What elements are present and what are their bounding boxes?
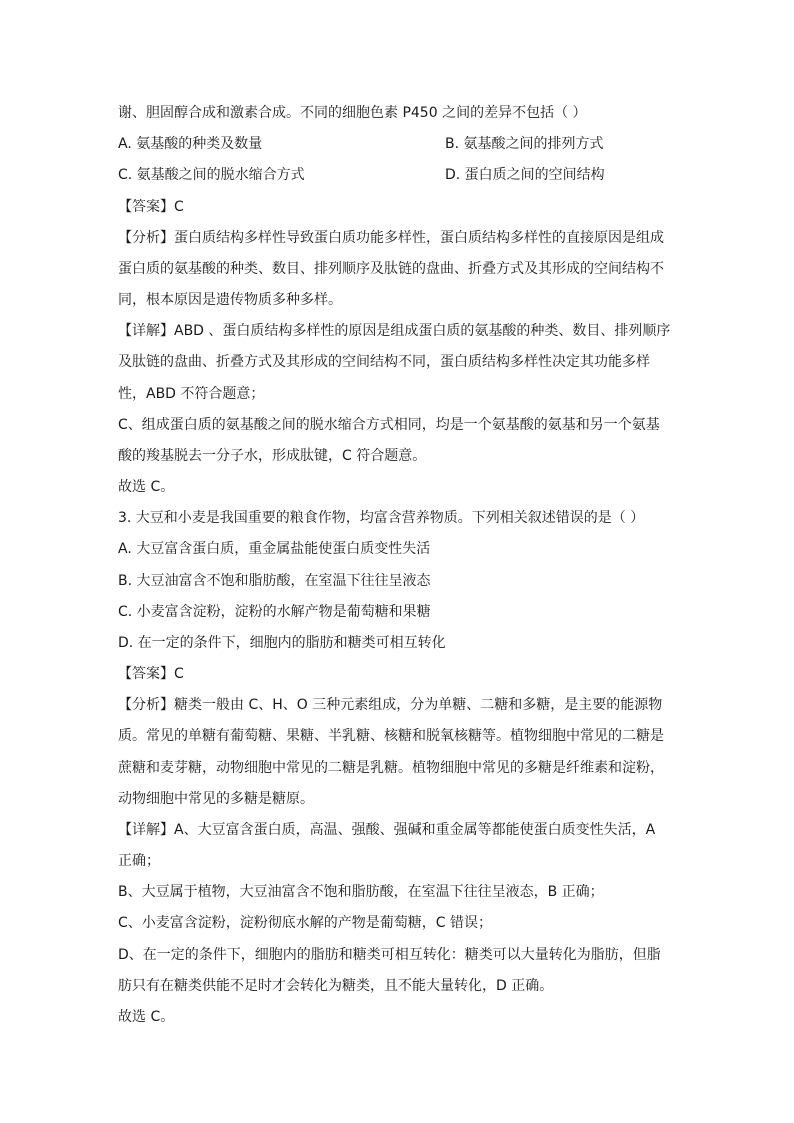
q3-detail-line: 【详解】A、大豆富含蛋白质，高温、强酸、强碱和重金属等都能使蛋白质变性失活，A bbox=[118, 822, 656, 838]
q3-detail-line: 正确； bbox=[118, 853, 160, 869]
q2-detail-line: 【详解】ABD 、蛋白质结构多样性的原因是组成蛋白质的氨基酸的种类、数目、排列顺序 bbox=[118, 323, 671, 339]
q3-detail-line: B、大豆属于植物，大豆油富含不饱和脂肪酸，在室温下往往呈液态，B 正确； bbox=[118, 884, 604, 900]
q2-detail-line: 及肽链的盘曲、折叠方式及其形成的空间结构不同，蛋白质结构多样性决定其功能多样 bbox=[118, 354, 650, 370]
q3-conclusion: 故选 C。 bbox=[118, 1009, 175, 1025]
q2-detail-line: C、组成蛋白质的氨基酸之间的脱水缩合方式相同，均是一个氨基酸的氨基和另一个氨基 bbox=[118, 417, 660, 433]
q3-option-c: C. 小麦富含淀粉，淀粉的水解产物是葡萄糖和果糖 bbox=[118, 604, 431, 620]
q2-stem-tail: 谢、胆固醇合成和激素合成。不同的细胞色素 P450 之间的差异不包括（ ） bbox=[118, 105, 587, 121]
q2-answer: 【答案】C bbox=[118, 199, 184, 215]
q3-analysis-line: 蔗糖和麦芽糖，动物细胞中常见的二糖是乳糖。植物细胞中常见的多糖是纤维素和淀粉， bbox=[118, 760, 664, 776]
q2-analysis-line: 【分析】蛋白质结构多样性导致蛋白质功能多样性，蛋白质结构多样性的直接原因是组成 bbox=[118, 230, 664, 246]
q3-option-d: D. 在一定的条件下，细胞内的脂肪和糖类可相互转化 bbox=[118, 635, 446, 651]
q3-analysis-line: 【分析】糖类一般由 C、H、O 三种元素组成，分为单糖、二糖和多糖，是主要的能源物 bbox=[118, 697, 663, 713]
q3-analysis-line: 质。常见的单糖有葡萄糖、果糖、半乳糖、核糖和脱氧核糖等。植物细胞中常见的二糖是 bbox=[118, 728, 664, 744]
q2-option-d: D. 蛋白质之间的空间结构 bbox=[445, 167, 605, 183]
q2-detail-line: 酸的羧基脱去一分子水，形成肽键，C 符合题意。 bbox=[118, 448, 427, 464]
q3-option-a: A. 大豆富含蛋白质，重金属盐能使蛋白质变性失活 bbox=[118, 541, 431, 557]
q3-answer: 【答案】C bbox=[118, 666, 184, 682]
q2-option-c: C. 氨基酸之间的脱水缩合方式 bbox=[118, 167, 305, 183]
q3-detail-line: 肪只有在糖类供能不足时才会转化为糖类，且不能大量转化，D 正确。 bbox=[118, 978, 554, 994]
q3-detail-line: C、小麦富含淀粉，淀粉彻底水解的产物是葡萄糖，C 错误； bbox=[118, 915, 492, 931]
q2-option-b: B. 氨基酸之间的排列方式 bbox=[445, 136, 604, 152]
q2-analysis-line: 蛋白质的氨基酸的种类、数目、排列顺序及肽链的盘曲、折叠方式及其形成的空间结构不 bbox=[118, 261, 664, 277]
q2-option-a: A. 氨基酸的种类及数量 bbox=[118, 136, 263, 152]
q2-conclusion: 故选 C。 bbox=[118, 479, 175, 495]
q3-stem: 3. 大豆和小麦是我国重要的粮食作物，均富含营养物质。下列相关叙述错误的是（ ） bbox=[118, 510, 645, 526]
q2-analysis-line: 同，根本原因是遗传物质多种多样。 bbox=[118, 292, 342, 308]
q3-detail-line: D、在一定的条件下，细胞内的脂肪和糖类可相互转化：糖类可以大量转化为脂肪，但脂 bbox=[118, 947, 661, 963]
q2-detail-line: 性，ABD 不符合题意； bbox=[118, 386, 265, 402]
q3-option-b: B. 大豆油富含不饱和脂肪酸，在室温下往往呈液态 bbox=[118, 573, 431, 589]
q3-analysis-line: 动物细胞中常见的多糖是糖原。 bbox=[118, 791, 314, 807]
